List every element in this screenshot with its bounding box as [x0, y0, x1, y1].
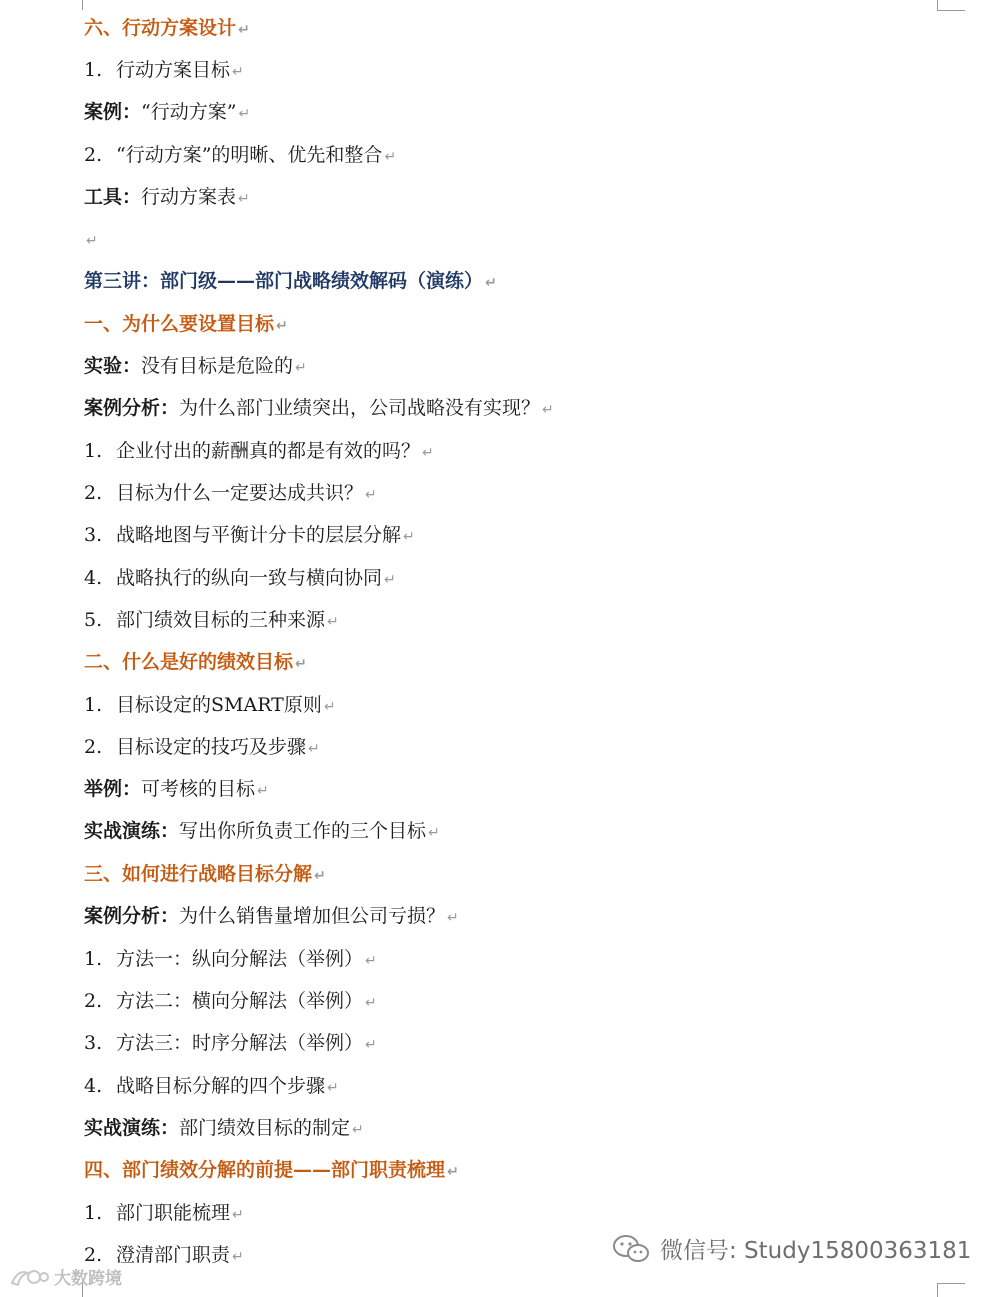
heading-text: 一、为什么要设置目标 [84, 313, 275, 335]
labeled-paragraph [84, 99, 250, 127]
paragraph-mark-icon: ↵ [257, 783, 269, 799]
paragraph-mark-icon: ↵ [327, 1080, 339, 1096]
paragraph-mark-icon: ↵ [276, 318, 288, 334]
paragraph-mark-icon: ↵ [238, 22, 250, 38]
labeled-paragraph [84, 353, 307, 381]
item-number: 4. [84, 567, 103, 589]
paragraph-mark-icon: ↵ [308, 741, 320, 757]
paragraph-mark-icon: ↵ [238, 106, 251, 122]
paragraph-mark-icon: ↵ [365, 953, 377, 969]
paragraph-mark-icon: ↵ [232, 1249, 244, 1265]
crop-mark-top-left-vertical [82, 0, 83, 10]
item-number: 1. [84, 440, 103, 462]
crop-mark-top-right-horizontal [937, 10, 965, 11]
item-text: 澄清部门职责 [116, 1244, 231, 1266]
item-number: 2. [84, 144, 103, 166]
paragraph-text: 为什么销售量增加但公司亏损？ [179, 905, 446, 927]
item-text: 目标为什么一定要达成共识？ [116, 482, 364, 504]
paragraph-mark-icon: ↵ [232, 1207, 244, 1223]
paragraph-mark-icon: ↵ [422, 445, 434, 461]
section-heading [84, 1157, 459, 1185]
heading-text: 二、什么是好的绩效目标 [84, 651, 294, 673]
numbered-item [84, 142, 396, 170]
item-number: 3. [84, 1032, 103, 1054]
item-text: 方法二：横向分解法（举例） [116, 990, 364, 1012]
item-text: 战略目标分解的四个步骤 [116, 1075, 326, 1097]
item-text: 方法一：纵向分解法（举例） [116, 948, 364, 970]
paragraph-text: 为什么部门业绩突出，公司战略没有实现？ [179, 397, 541, 419]
paragraph-text: 没有目标是危险的 [141, 355, 294, 377]
paragraph-label: 实战演练： [84, 1117, 180, 1139]
crop-mark-top-right-vertical [937, 0, 938, 10]
item-number: 4. [84, 1075, 103, 1097]
item-text: 战略执行的纵向一致与横向协同 [116, 567, 383, 589]
paragraph-label: 实验： [84, 355, 142, 377]
item-text: 部门职能梳理 [116, 1202, 231, 1224]
item-text: 行动方案目标 [116, 59, 231, 81]
item-text: 目标设定的SMART原则 [116, 694, 322, 716]
crop-mark-bottom-right-vertical [937, 1283, 938, 1297]
item-number: 1. [84, 694, 103, 716]
paragraph-mark-icon: ↵ [238, 191, 250, 207]
paragraph-label: 工具： [84, 186, 142, 208]
heading-text: 四、部门绩效分解的前提——部门职责梳理 [84, 1159, 446, 1181]
item-number: 1. [84, 1202, 103, 1224]
numbered-item [84, 1073, 339, 1101]
numbered-item [84, 522, 415, 550]
item-number: 2. [84, 736, 103, 758]
paragraph-label: 实战演练： [84, 820, 180, 842]
paragraph-mark-icon: ↵ [384, 149, 397, 165]
paragraph-mark-icon: ↵ [447, 1164, 459, 1180]
site-logo [8, 1264, 122, 1289]
paragraph-mark-icon: ↵ [485, 275, 497, 291]
paragraph-text: 写出你所负责工作的三个目标 [179, 820, 427, 842]
item-text: 战略地图与平衡计分卡的层层分解 [116, 524, 402, 546]
paragraph-mark-icon: ↵ [365, 1037, 377, 1053]
labeled-paragraph [84, 184, 250, 212]
heading-text: 三、如何进行战略目标分解 [84, 863, 313, 885]
paragraph-text: 部门绩效目标的制定 [179, 1117, 351, 1139]
item-text: 部门绩效目标的三种来源 [116, 609, 326, 631]
item-number: 5. [84, 609, 103, 631]
numbered-item [84, 988, 377, 1016]
item-text: 方法三：时序分解法（举例） [116, 1032, 364, 1054]
paragraph-mark-icon: ↵ [86, 233, 98, 249]
logo-icon [8, 1265, 50, 1289]
item-text: 企业付出的薪酬真的都是有效的吗？ [116, 440, 421, 462]
crop-mark-bottom-right-horizontal [937, 1283, 965, 1284]
wechat-id-text: 微信号: Study15800363181 [660, 1238, 972, 1264]
item-number: 2. [84, 1244, 103, 1266]
paragraph-mark-icon: ↵ [295, 656, 307, 672]
empty-paragraph [84, 226, 98, 254]
paragraph-mark-icon: ↵ [365, 487, 377, 503]
section-heading [84, 649, 307, 677]
paragraph-text: “行动方案” [141, 101, 237, 123]
labeled-paragraph [84, 818, 440, 846]
section-heading [84, 311, 288, 339]
item-number: 2. [84, 482, 103, 504]
paragraph-mark-icon: ↵ [384, 572, 396, 588]
paragraph-label: 案例分析： [84, 905, 180, 927]
paragraph-mark-icon: ↵ [428, 825, 440, 841]
numbered-item [84, 1030, 377, 1058]
paragraph-mark-icon: ↵ [403, 529, 415, 545]
numbered-item [84, 946, 377, 974]
numbered-item [84, 607, 339, 635]
logo-text: 大数跨境 [54, 1269, 122, 1289]
paragraph-mark-icon: ↵ [232, 64, 244, 80]
paragraph-mark-icon: ↵ [352, 1122, 364, 1138]
numbered-item [84, 438, 434, 466]
numbered-item [84, 734, 320, 762]
item-text: “行动方案”的明晰、优先和整合 [116, 144, 383, 166]
numbered-item [84, 57, 244, 85]
paragraph-mark-icon: ↵ [542, 402, 554, 418]
numbered-item [84, 565, 396, 593]
item-number: 1. [84, 59, 103, 81]
paragraph-text: 行动方案表 [141, 186, 237, 208]
labeled-paragraph [84, 903, 459, 931]
numbered-item [84, 692, 336, 720]
paragraph-label: 举例： [84, 778, 142, 800]
wechat-watermark [612, 1232, 971, 1265]
section-heading [84, 15, 250, 43]
numbered-item [84, 1200, 244, 1228]
paragraph-mark-icon: ↵ [295, 360, 307, 376]
paragraph-mark-icon: ↵ [314, 868, 326, 884]
item-number: 1. [84, 948, 103, 970]
item-number: 3. [84, 524, 103, 546]
paragraph-mark-icon: ↵ [323, 699, 336, 715]
heading-text: 六、行动方案设计 [84, 17, 237, 39]
heading-text: 第三讲：部门级——部门战略绩效解码（演练） [84, 270, 484, 292]
paragraph-label: 案例： [84, 101, 142, 123]
item-number: 2. [84, 990, 103, 1012]
paragraph-mark-icon: ↵ [447, 910, 459, 926]
paragraph-mark-icon: ↵ [365, 995, 377, 1011]
wechat-icon [612, 1233, 652, 1265]
section-heading [84, 861, 326, 889]
labeled-paragraph [84, 776, 269, 804]
item-text: 目标设定的技巧及步骤 [116, 736, 307, 758]
paragraph-text: 可考核的目标 [141, 778, 256, 800]
lecture-heading [84, 268, 497, 296]
paragraph-mark-icon: ↵ [327, 614, 339, 630]
numbered-item [84, 480, 377, 508]
labeled-paragraph [84, 395, 554, 423]
labeled-paragraph [84, 1115, 364, 1143]
paragraph-label: 案例分析： [84, 397, 180, 419]
